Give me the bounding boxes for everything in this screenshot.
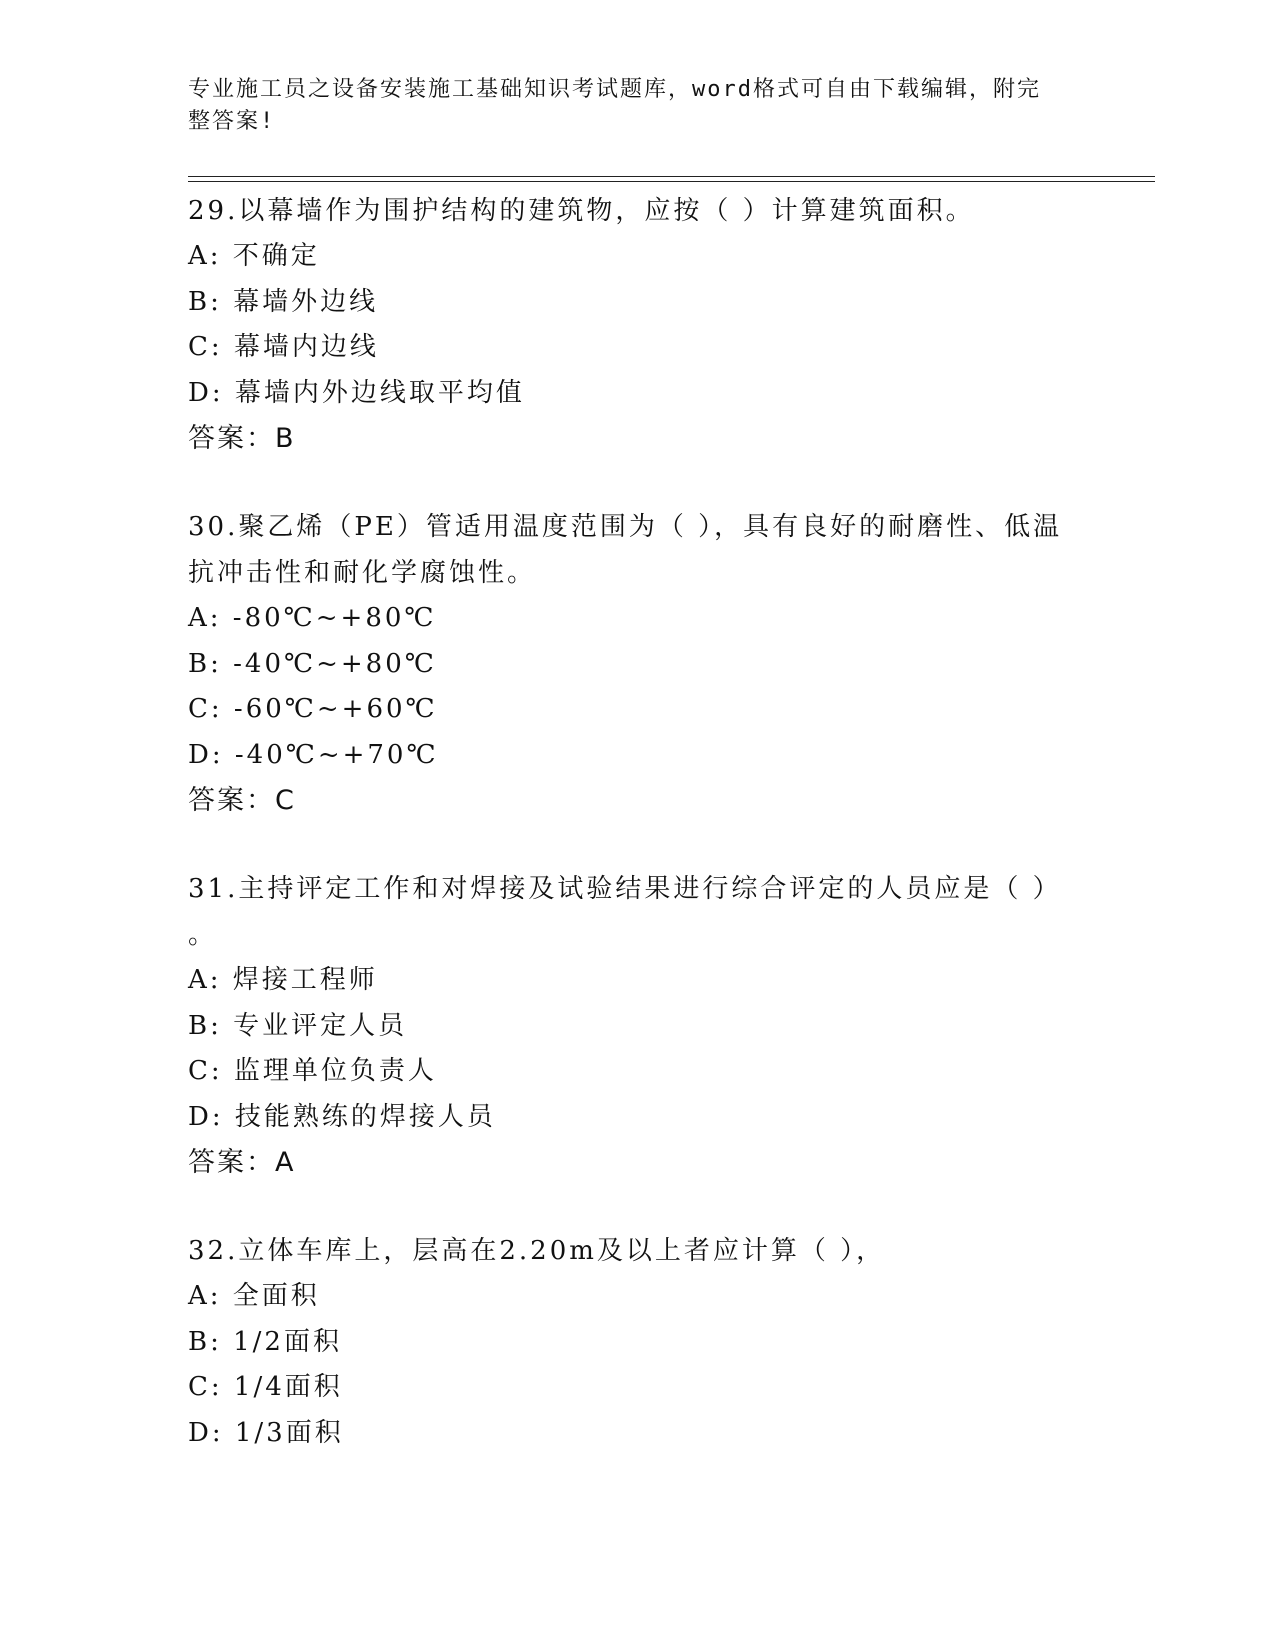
header-divider-bottom <box>188 181 1155 182</box>
question-list <box>188 188 1088 1456</box>
option-c: C: -60℃~+60℃ <box>188 694 438 724</box>
question-stem-continued: 抗冲击性和耐化学腐蚀性。 <box>188 558 537 588</box>
option-d: D: 1/3面积 <box>188 1417 344 1448</box>
question-31 <box>188 866 1088 1186</box>
document-header <box>188 74 1068 138</box>
option-d: D: 幕墙内外边线取平均值 <box>188 377 525 408</box>
header-title-line-2: 整答案! <box>188 109 276 134</box>
option-a: A: 全面积 <box>188 1281 320 1311</box>
option-a: A: -80℃~+80℃ <box>188 603 437 633</box>
header-divider-top <box>188 176 1155 177</box>
option-a: A: 不确定 <box>188 241 320 271</box>
option-c: C: 幕墙内边线 <box>188 332 379 362</box>
question-32 <box>188 1228 1088 1456</box>
option-a: A: 焊接工程师 <box>188 965 378 995</box>
question-stem: 29.以幕墙作为围护结构的建筑物，应按（ ）计算建筑面积。 <box>188 196 975 226</box>
option-c: C: 监理单位负责人 <box>188 1056 437 1086</box>
question-stem: 31.主持评定工作和对焊接及试验结果进行综合评定的人员应是（ ） <box>188 874 1062 904</box>
spacer <box>188 1186 1088 1228</box>
spacer <box>188 824 1088 866</box>
answer-label: 答案：A <box>188 1147 296 1178</box>
question-stem-continued: 。 <box>188 920 218 950</box>
question-stem: 32.立体车库上，层高在2.20m及以上者应计算（ ）， <box>188 1236 886 1266</box>
question-30 <box>188 504 1088 824</box>
question-29 <box>188 188 1088 462</box>
question-stem: 30.聚乙烯（PE）管适用温度范围为（ ），具有良好的耐磨性、低温 <box>188 512 1063 542</box>
option-b: B: -40℃~+80℃ <box>188 648 437 679</box>
spacer <box>188 462 1088 504</box>
header-title-line-1: 专业施工员之设备安装施工基础知识考试题库，word格式可自由下载编辑，附完 <box>188 77 1041 102</box>
option-b: B: 1/2面积 <box>188 1326 342 1357</box>
option-b: B: 幕墙外边线 <box>188 286 379 317</box>
option-c: C: 1/4面积 <box>188 1372 343 1402</box>
answer-label: 答案：B <box>188 423 296 454</box>
option-d: D: 技能熟练的焊接人员 <box>188 1101 496 1132</box>
answer-label: 答案：C <box>188 785 296 816</box>
option-d: D: -40℃~+70℃ <box>188 739 439 770</box>
option-b: B: 专业评定人员 <box>188 1010 408 1041</box>
